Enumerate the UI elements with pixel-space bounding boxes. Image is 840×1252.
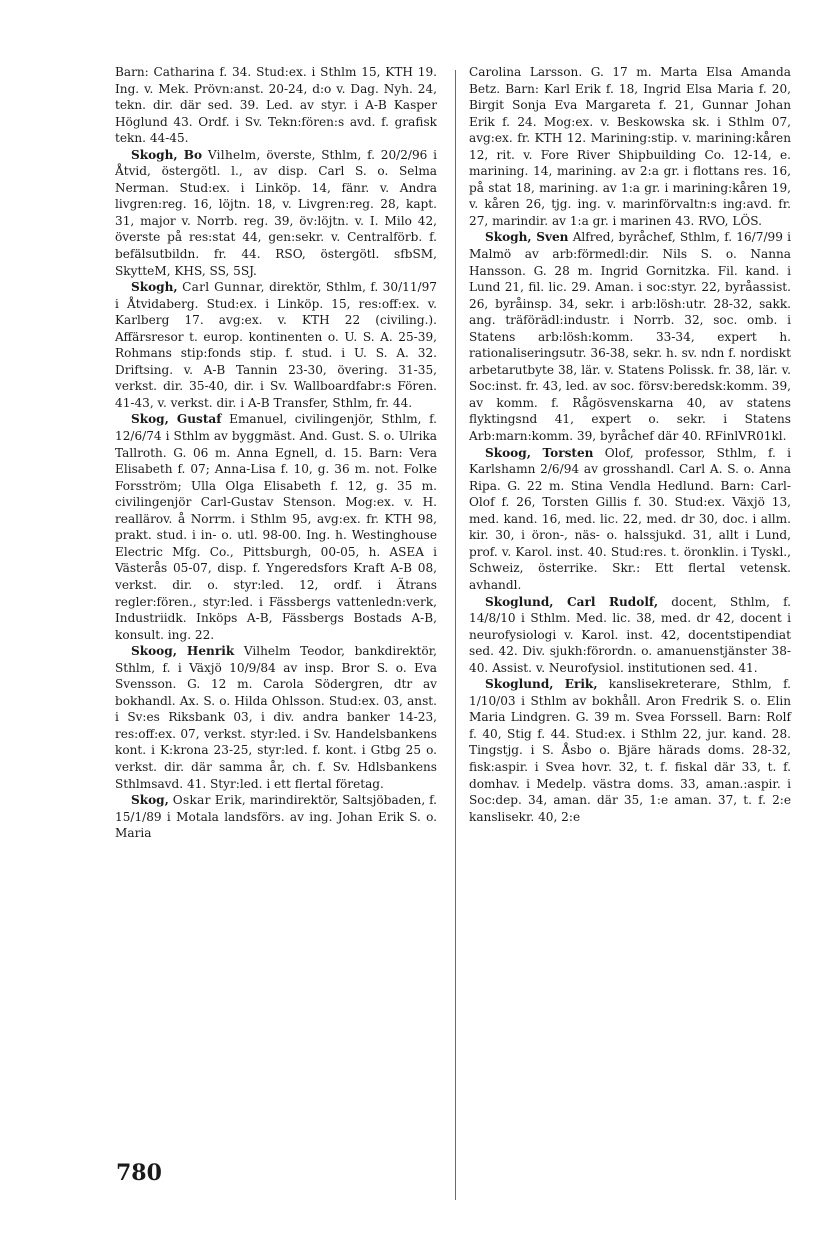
entry-2 [115, 279, 437, 411]
entry-text: Olof, professor, Sthlm, f. i Karlshamn 2/6/94 av grosshandl. Carl A. S. o. Anna Ripa. G. 22 m. Stina Vendla Hedlund. Barn: Carl-Olof f. 26, Torsten Gillis f. 30. Stud:ex. Växjö 13, med. kand. 16, med. lic. 22, med. dr 30, doc. i allm. kir. 30, i öron-, näs- o. halssjukd. 31, allt i Lund, prof. v. Karol. inst. 40. Stud:res. t. öronklin. i Tyskl., Schweiz, österrike. Skr.: Ett flertal vetensk. avhandl. [469, 445, 791, 592]
entry-text: Alfred, byråchef, Sthlm, f. 16/7/99 i Malmö av arb:förmedl:dir. Nils S. o. Nanna Hansson. G. 28 m. Ingrid Gornitzka. Fil. kand. i Lund 21, fil. lic. 29. Aman. i soc:styr. 22, byråassist. 26, byråinsp. 34, sekr. i arb:lösh:utr. 28-32, sakk. ang. träförädl:industr. i Norrb. 32, soc. omb. i Statens arb:lösh:komm. 33-34, expert h. rationaliseringsutr. 36-38, sekr. h. sv. ndn f. nordiskt arbetarutbyte 38, lär. v. Statens Polissk. fr. 38, lär. v. Soc:inst. fr. 43, led. av soc. försv:beredsk:komm. 39, av komm. f. Rågösvenskarna 40, av statens flyktingsnd 41, expert o. sekr. i Statens Arb:marn:komm. 39, byråchef där 40. RFinlVR01kl. [469, 230, 791, 444]
right-column [469, 64, 791, 825]
column-divider [455, 70, 456, 1200]
entry-9 [469, 594, 791, 677]
entry-6 [469, 64, 791, 229]
entry-given: Oskar Erik, [172, 793, 247, 808]
entry-4 [115, 643, 437, 792]
entry-text: Vilhelm Teodor, bankdirektör, Sthlm, f. i Växjö 10/9/84 av insp. Bror S. o. Eva Svensson. G. 12 m. Carola Södergren, dtr av bokhandl. Ax. S. o. Hilda Ohlsson. Stud:ex. 03, anst. i Sv:es Riksbank 03, i div. andra banker 14-23, res:off:ex. 07, verkst. styr:led. i Sv. Handelsbankens kont. i K:krona 23-25, styr:led. f. kont. i Gtbg 25 o. verkst. dir. där samma år, ch. f. Sv. Hdlsbankens Sthlmsavd. 41. Styr:led. i ett flertal företag. [115, 644, 437, 791]
entry-10 [469, 676, 791, 825]
entry-text: Emanuel, civilingenjör, Sthlm, f. 12/6/74 i Sthlm av byggmäst. And. Gust. S. o. Ulrika Tallroth. G. 06 m. Anna Egnell, d. 15. Barn: Vera Elisabeth f. 07; Anna-Lisa f. 10, g. 36 m. not. Folke Forsström; Ulla Olga Elisabeth f. 12, g. 35 m. civilingenjör Carl-Gustav Stenson. Mog:ex. v. H. reallärov. å Norrm. i Sthlm 95, avg:ex. fr. KTH 98, prakt. stud. i in- o. utl. 98-00. Ing. h. Westinghouse Electric Mfg. Co., Pittsburgh, 00-05, h. ASEA i Västerås 05-07, disp. f. Yngeredsfors Kraft A-B 08, verkst. dir. o. styr:led. 12, ordf. i Ätrans regler:fören., styr:led. i Fässbergs vattenledn:verk, Industriidk. Inköps A-B, Fässbergs Bostads A-B, konsult. ing. 22. [115, 412, 437, 642]
entry-7 [469, 229, 791, 444]
entry-text: kanslisekreterare, Sthlm, f. 1/10/03 i Sthlm av bokhåll. Aron Fredrik S. o. Elin Maria Lindgren. G. 39 m. Svea Forssell. Barn: Rolf f. 40, Stig f. 44. Stud:ex. i Sthlm 22, jur. kand. 28. Tingstjg. i S. Åsbo o. Bjäre härads doms. 28-32, fisk:aspir. i Svea hovr. 32, t. f. fiskal där 33, t. f. domhav. i Medelp. västra doms. 33, aman.:aspir. i Soc:dep. 34, aman. där 35, 1:e aman. 37, t. f. 2:e kanslisekr. 40, 2:e [469, 677, 791, 824]
entry-5 [115, 792, 437, 842]
entry-3 [115, 411, 437, 643]
entry-name: Skog, Gustaf [131, 412, 222, 427]
entry-text: direktör, Sthlm, f. 30/11/97 i Åtvidaberg. Stud:ex. i Linköp. 15, res:off:ex. v. Karlberg 17. avg:ex. v. KTH 22 (civiling.). Affärsresor t. europ. kontinenten o. U. S. A. 25-39, Rohmans stip:fonds stip. f. stud. i U. S. A. 32. Driftsing. v. A-B Tannin 23-30, övering. 31-35, verkst. dir. 35-40, dir. i Sv. Wallboardfabr:s Fören. 41-43, v. verkst. dir. i A-B Transfer, Sthlm, fr. 44. [115, 280, 437, 410]
entry-name: Skoog, Torsten [485, 445, 594, 460]
entry-given: Vilhelm, [207, 147, 261, 162]
entry-name: Skogh, Sven [485, 230, 569, 245]
entry-name: Skogh, [131, 280, 178, 295]
entry-given: Erik, [564, 677, 598, 692]
entry-8 [469, 445, 791, 594]
entry-text: marindirektör, Saltsjöbaden, f. 15/1/89 i Motala landsförs. av ing. Johan Erik S. o. Maria [115, 793, 437, 841]
entry-text: överste, Sthlm, f. 20/2/96 i Åtvid, östergötl. l., av disp. Carl S. o. Selma Nerman. Stud:ex. i Linköp. 14, fänr. v. Andra livgren:reg. 16, löjtn. 18, v. Livgren:reg. 28, kapt. 31, major v. Norrb. reg. 39, öv:löjtn. v. I. Milo 42, överste på res:stat 44, gen:sekr. v. Centralförb. f. befälsutbildn. fr. 44. RSO, östergötl. sfbSM, SkytteM, KHS, SS, 5SJ. [115, 147, 437, 278]
entry-name: Skog, [131, 793, 169, 808]
entry-text: Barn: Catharina f. 34. Stud:ex. i Sthlm 15, KTH 19. Ing. v. Mek. Prövn:anst. 20-24, d:o v. Dag. Nyh. 24, tekn. dir. där sed. 39. Led. av styr. i A-B Kasper Höglund 43. Ordf. i Sv. Tekn:fören:s avd. f. grafisk tekn. 44-45. [115, 65, 437, 146]
entry-given: Carl Gunnar, [182, 280, 265, 295]
page-number: 780 [116, 1160, 162, 1186]
entry-name: Skoog, Henrik [131, 644, 235, 659]
entry-text: docent, Sthlm, f. 14/8/10 i Sthlm. Med. lic. 38, med. dr 42, docent i neurofysiologi v. Karol. inst. 42, docentstipendiat sed. 42. Div. sjukh:förordn. o. amanuenstjänster 38-40. Assist. v. Neurofysiol. institutionen sed. 41. [469, 594, 791, 675]
entry-0 [115, 64, 437, 147]
entry-1 [115, 147, 437, 279]
left-column [115, 64, 437, 842]
entry-name: Skogh, Bo [131, 147, 203, 162]
entry-text: Carolina Larsson. G. 17 m. Marta Elsa Amanda Betz. Barn: Karl Erik f. 18, Ingrid Elsa Maria f. 20, Birgit Sonja Eva Margareta f. 21, Gunnar Johan Erik f. 24. Mog:ex. v. Beskowska sk. i Sthlm 07, avg:ex. fr. KTH 12. Marining:stip. v. marining:kåren 12, rit. v. Fore River Shipbuilding Co. 12-14, e. marining. 14, marining. av 2:a gr. i flottans res. 16, på stat 18, marining. av 1:a gr. i marining:kåren 19, v. kåren 26, tjg. ing. v. marinförvaltn:s ing:avd. fr. 27, marindir. av 1:a gr. i marinen 43. RVO, LÖS. [469, 65, 791, 228]
entry-name: Skoglund, Carl Rudolf, [485, 594, 659, 609]
entry-name: Skoglund, [485, 677, 554, 692]
